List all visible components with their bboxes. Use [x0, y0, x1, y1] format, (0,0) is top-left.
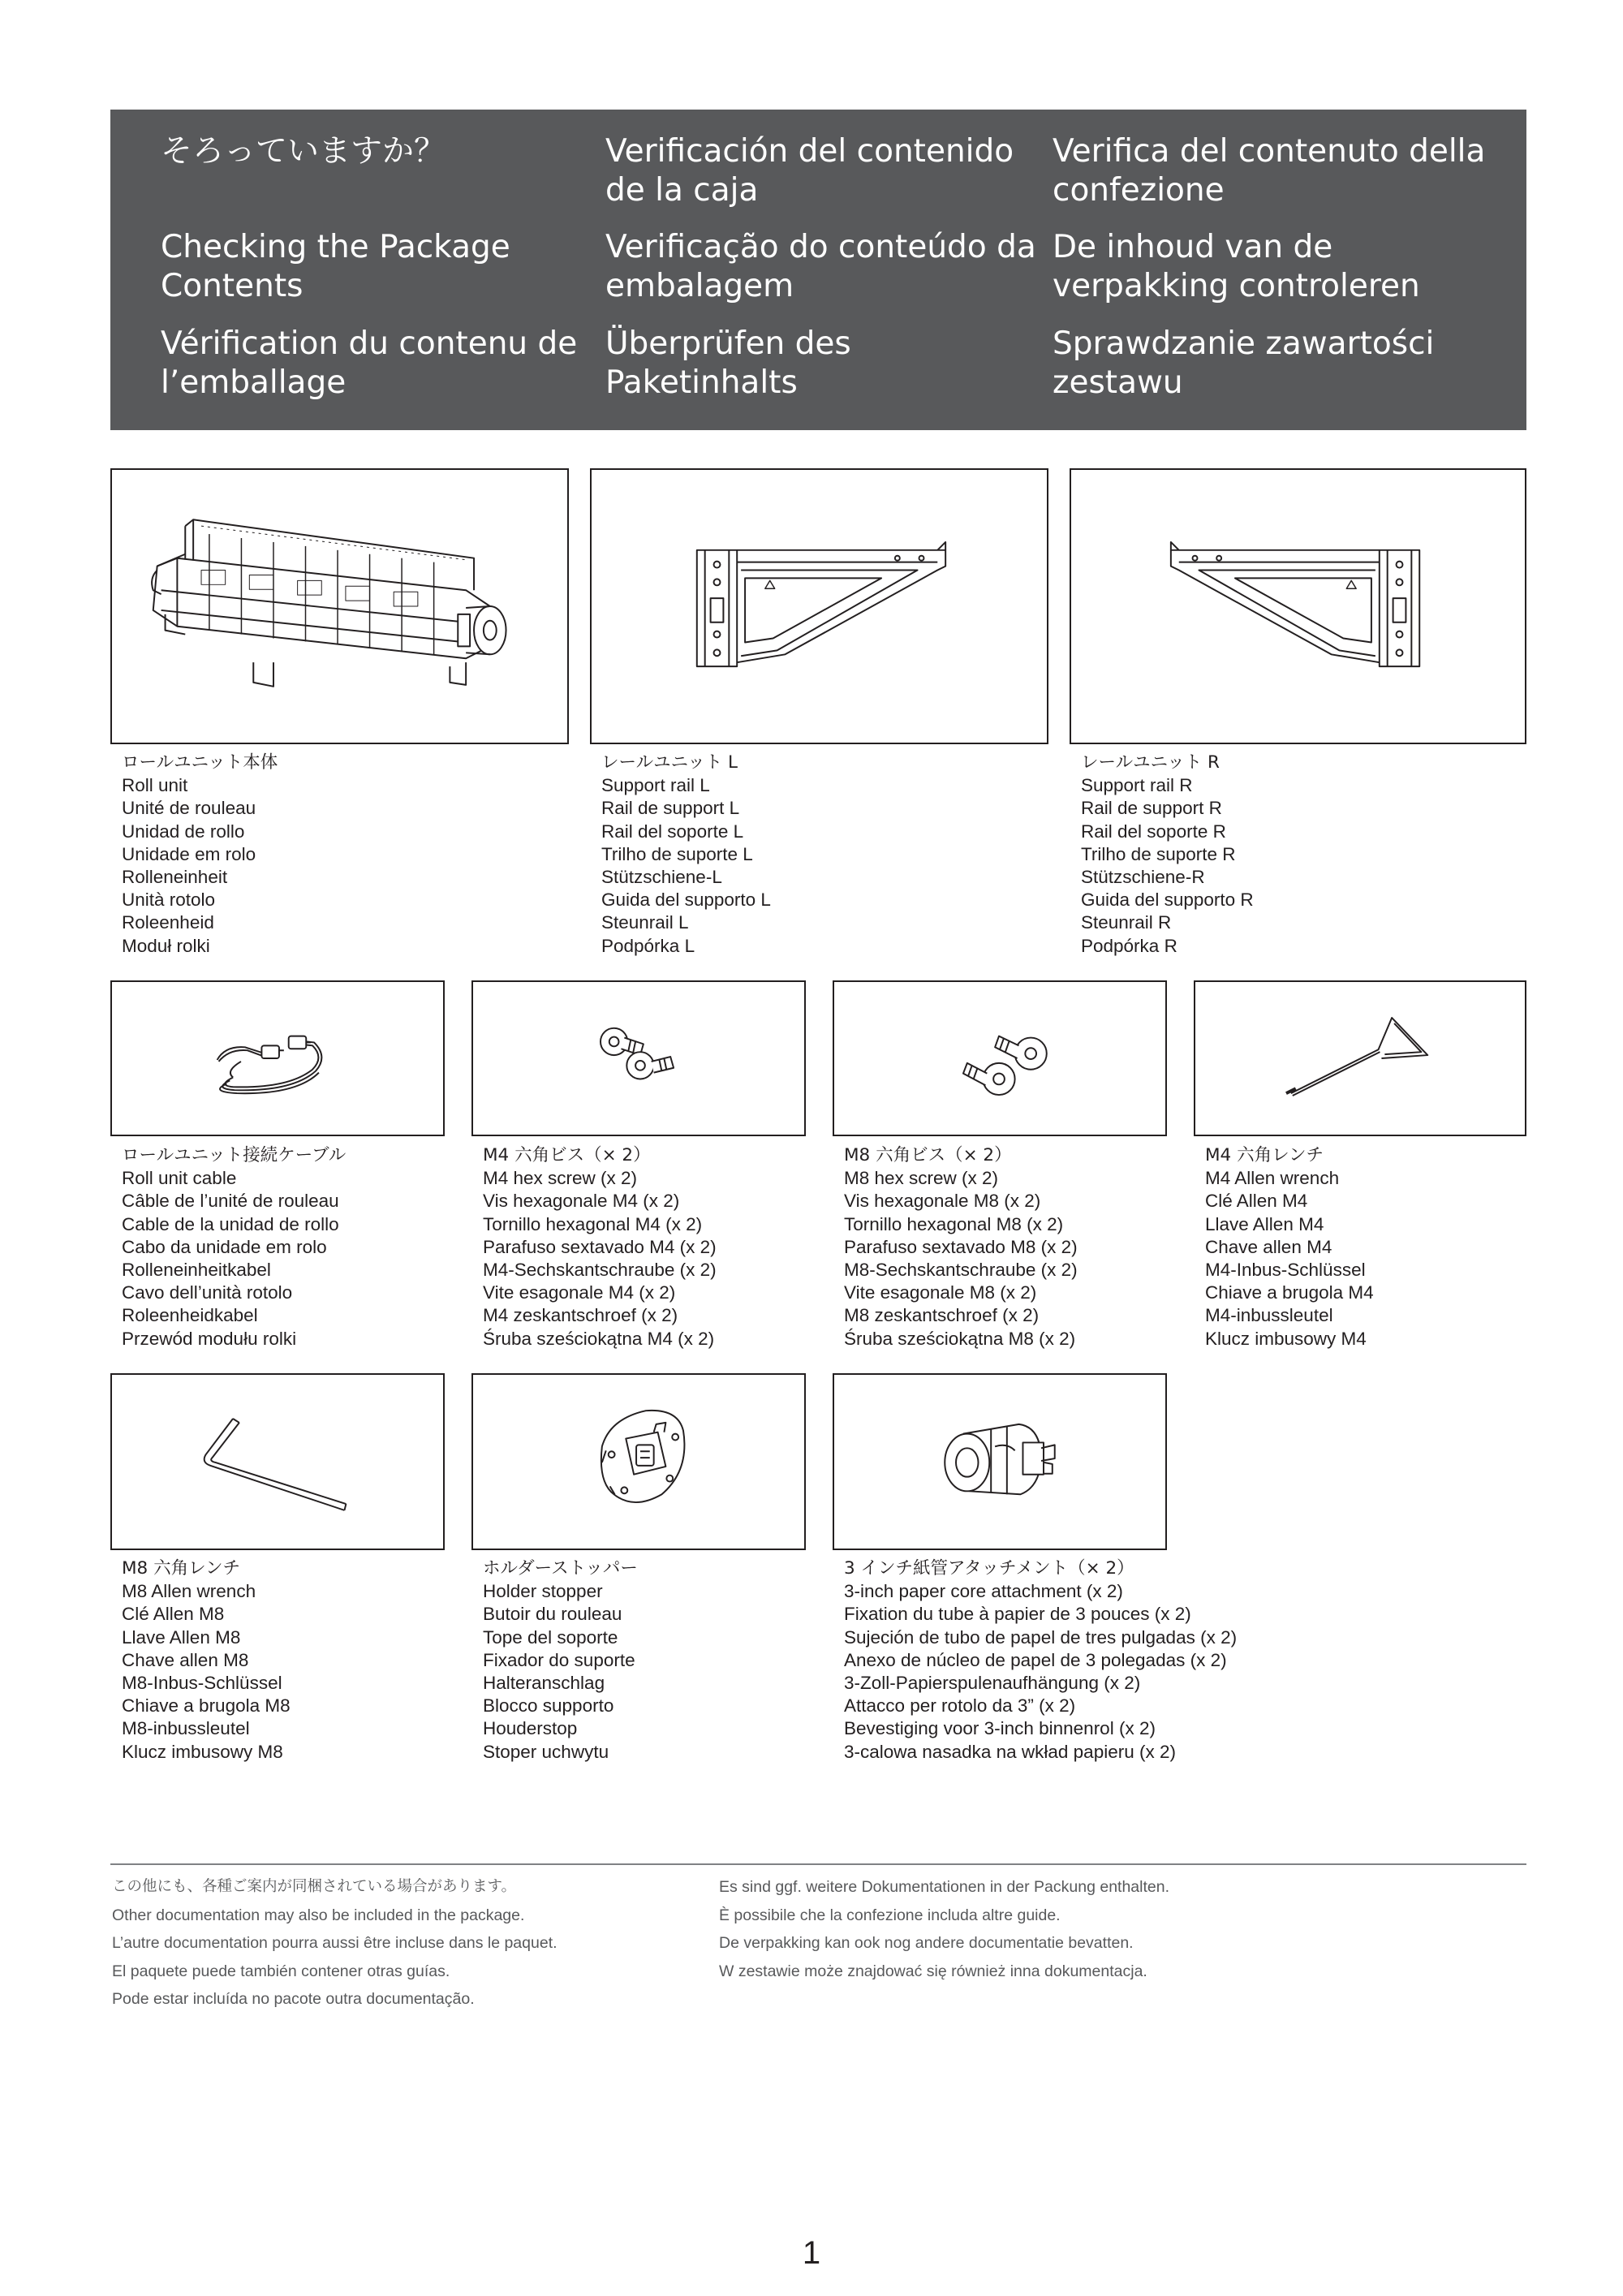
m4-allen-wrench-illustration	[1195, 982, 1525, 1135]
title-en: Checking the Package Contents	[161, 229, 510, 304]
caption-line: 3 インチ紙管アタッチメント（× 2）	[844, 1558, 1134, 1579]
caption-line: Rolleneinheitkabel	[122, 1260, 271, 1281]
roll-unit-caption	[122, 752, 278, 958]
m4-allen-wrench-panel	[1194, 980, 1526, 1136]
caption-line: M8 zeskantschroef (x 2)	[844, 1305, 1040, 1326]
support-rail-r-caption	[1081, 752, 1254, 958]
roll-unit-panel	[110, 468, 569, 744]
caption-line: Fixation du tube à papier de 3 pouces (x 2)	[844, 1604, 1191, 1625]
caption-line: Fixador do suporte	[483, 1649, 635, 1670]
note-line: L’autre documentation pourra aussi être incluse dans le paquet.	[112, 1934, 558, 1952]
caption-line: Unità rotolo	[122, 890, 216, 911]
caption-line: Attacco per rotolo da 3” (x 2)	[844, 1695, 1076, 1717]
caption-line: Śruba sześciokątna M8 (x 2)	[844, 1328, 1076, 1349]
caption-line: Houderstop	[483, 1718, 578, 1739]
caption-line: Podpórka R	[1081, 935, 1177, 956]
notes-right	[719, 1873, 1169, 1985]
caption-line: M8-inbussleutel	[122, 1718, 250, 1739]
caption-line: Chave allen M4	[1205, 1236, 1332, 1257]
notes-left	[112, 1873, 558, 2014]
caption-line: Moduł rolki	[122, 935, 210, 956]
caption-line: Anexo de núcleo de papel de 3 polegadas (x 2)	[844, 1649, 1227, 1670]
caption-line: ロールユニット本体	[122, 752, 278, 773]
caption-line: Blocco supporto	[483, 1695, 614, 1717]
caption-line: 3-inch paper core attachment (x 2)	[844, 1581, 1123, 1602]
caption-line: Guida del supporto L	[601, 890, 771, 911]
caption-line: Trilho de suporte L	[601, 843, 753, 864]
caption-line: Câble de l’unité de rouleau	[122, 1191, 339, 1212]
caption-line: Cable de la unidad de rollo	[122, 1213, 339, 1234]
caption-line: Klucz imbusowy M4	[1205, 1328, 1367, 1349]
caption-line: Unidad de rollo	[122, 821, 245, 842]
m4-hex-screw-illustration	[473, 982, 804, 1135]
title-banner	[110, 110, 1526, 430]
caption-line: M8-Sechskantschraube (x 2)	[844, 1260, 1078, 1281]
title-it: Verifica del contenuto della confezione	[1053, 133, 1486, 209]
caption-line: Rail del soporte L	[601, 821, 744, 842]
caption-line: M8 六角ビス（× 2）	[844, 1145, 1012, 1165]
m8-hex-screw-panel	[833, 980, 1167, 1136]
caption-line: レールユニット L	[601, 752, 738, 773]
caption-line: Chave allen M8	[122, 1649, 249, 1670]
caption-line: M8 六角レンチ	[122, 1558, 241, 1579]
m4-hex-screw-caption	[483, 1144, 717, 1350]
support-rail-l-illustration	[592, 470, 1047, 743]
caption-line: Clé Allen M4	[1205, 1191, 1308, 1212]
support-rail-l-panel	[590, 468, 1048, 744]
note-line: Other documentation may also be included in the package.	[112, 1906, 525, 1924]
caption-line: Vite esagonale M8 (x 2)	[844, 1282, 1037, 1303]
caption-line: Rail de support L	[601, 798, 740, 819]
caption-line: Butoir du rouleau	[483, 1604, 622, 1625]
caption-line: Przewód modułu rolki	[122, 1328, 297, 1349]
caption-line: Unidade em rolo	[122, 843, 256, 864]
caption-line: Roll unit	[122, 775, 188, 796]
title-nl: De inhoud van de verpakking controleren	[1053, 229, 1420, 304]
caption-line: Guida del supporto R	[1081, 890, 1254, 911]
holder-stopper-caption	[483, 1557, 638, 1764]
caption-line: M4 六角ビス（× 2）	[483, 1145, 651, 1165]
note-line: El paquete puede también contener otras guías.	[112, 1962, 450, 1980]
caption-line: Tope del soporte	[483, 1626, 618, 1648]
m8-allen-wrench-panel	[110, 1373, 445, 1550]
title-pl: Sprawdzanie zawartości zestawu	[1053, 325, 1435, 401]
caption-line: M8-Inbus-Schlüssel	[122, 1673, 282, 1694]
caption-line: Klucz imbusowy M8	[122, 1741, 283, 1762]
caption-line: M8 hex screw (x 2)	[844, 1168, 999, 1189]
caption-line: Cavo dell’unità rotolo	[122, 1282, 293, 1303]
caption-line: M4 六角レンチ	[1205, 1145, 1324, 1165]
m8-allen-wrench-caption	[122, 1557, 291, 1764]
m8-hex-screw-illustration	[834, 982, 1165, 1135]
title-pt: Verificação do conteúdo da embalagem	[605, 229, 1036, 304]
caption-line: Stützschiene-L	[601, 867, 722, 888]
caption-line: Bevestiging voor 3-inch binnenrol (x 2)	[844, 1718, 1156, 1739]
caption-line: M4 hex screw (x 2)	[483, 1168, 638, 1189]
caption-line: Rolleneinheit	[122, 867, 228, 888]
caption-line: Steunrail L	[601, 912, 689, 933]
note-line: Es sind ggf. weitere Dokumentationen in der Packung enthalten.	[719, 1878, 1170, 1896]
caption-line: Vis hexagonale M4 (x 2)	[483, 1191, 680, 1212]
m8-allen-wrench-illustration	[112, 1375, 443, 1549]
title-fr: Vérification du contenu de l’emballage	[161, 325, 578, 401]
caption-line: 3-Zoll-Papierspulenaufhängung (x 2)	[844, 1673, 1141, 1694]
support-rail-r-panel	[1070, 468, 1526, 744]
title-ja: そろっていますか？	[161, 133, 446, 170]
caption-line: Chiave a brugola M8	[122, 1695, 291, 1717]
caption-line: Chiave a brugola M4	[1205, 1282, 1374, 1303]
holder-stopper-illustration	[473, 1375, 804, 1549]
note-line: この他にも、各種ご案内が同梱されている場合があります。	[112, 1878, 517, 1895]
paper-core-attachment-panel	[833, 1373, 1167, 1550]
caption-line: Steunrail R	[1081, 912, 1172, 933]
caption-line: Śruba sześciokątna M4 (x 2)	[483, 1328, 715, 1349]
roll-unit-cable-illustration	[112, 982, 443, 1135]
roll-unit-cable-panel	[110, 980, 445, 1136]
caption-line: Stützschiene-R	[1081, 867, 1205, 888]
caption-line: Halteranschlag	[483, 1673, 605, 1694]
caption-line: M8 Allen wrench	[122, 1581, 256, 1602]
divider	[110, 1863, 1526, 1865]
page-number: 1	[802, 2235, 821, 2271]
caption-line: Stoper uchwytu	[483, 1741, 609, 1762]
caption-line: Rail del soporte R	[1081, 821, 1226, 842]
caption-line: Llave Allen M8	[122, 1626, 241, 1648]
paper-core-attachment-illustration	[834, 1375, 1165, 1549]
caption-line: Llave Allen M4	[1205, 1213, 1324, 1234]
caption-line: Holder stopper	[483, 1581, 603, 1602]
title-de: Überprüfen des Paketinhalts	[605, 325, 851, 401]
m4-hex-screw-panel	[471, 980, 806, 1136]
caption-line: Vis hexagonale M8 (x 2)	[844, 1191, 1041, 1212]
roll-unit-cable-caption	[122, 1144, 346, 1350]
caption-line: Parafuso sextavado M4 (x 2)	[483, 1236, 717, 1257]
note-line: È possibile che la confezione includa altre guide.	[719, 1906, 1061, 1924]
paper-core-attachment-caption	[844, 1557, 1237, 1764]
note-line: Pode estar incluída no pacote outra documentação.	[112, 1990, 475, 2008]
caption-line: Parafuso sextavado M8 (x 2)	[844, 1236, 1078, 1257]
note-line: W zestawie może znajdować się również inna dokumentacja.	[719, 1962, 1147, 1980]
caption-line: M4-Sechskantschraube (x 2)	[483, 1260, 717, 1281]
support-rail-r-illustration	[1071, 470, 1525, 743]
holder-stopper-panel	[471, 1373, 806, 1550]
caption-line: Cabo da unidade em rolo	[122, 1236, 327, 1257]
caption-line: Unité de rouleau	[122, 798, 256, 819]
caption-line: Sujeción de tubo de papel de tres pulgadas (x 2)	[844, 1626, 1238, 1648]
caption-line: Support rail L	[601, 775, 710, 796]
caption-line: 3-calowa nasadka na wkład papieru (x 2)	[844, 1741, 1176, 1762]
m8-hex-screw-caption	[844, 1144, 1078, 1350]
caption-line: Rail de support R	[1081, 798, 1222, 819]
caption-line: Roll unit cable	[122, 1168, 237, 1189]
caption-line: M4-Inbus-Schlüssel	[1205, 1260, 1366, 1281]
m4-allen-wrench-caption	[1205, 1144, 1374, 1350]
caption-line: M4 Allen wrench	[1205, 1168, 1340, 1189]
note-line: De verpakking kan ook nog andere documentatie bevatten.	[719, 1934, 1134, 1952]
roll-unit-illustration	[112, 470, 567, 743]
caption-line: Roleenheidkabel	[122, 1305, 258, 1326]
caption-line: M4-inbussleutel	[1205, 1305, 1333, 1326]
caption-line: Clé Allen M8	[122, 1604, 225, 1625]
caption-line: Support rail R	[1081, 775, 1193, 796]
caption-line: Tornillo hexagonal M8 (x 2)	[844, 1213, 1064, 1234]
caption-line: ホルダーストッパー	[483, 1558, 638, 1579]
caption-line: Podpórka L	[601, 935, 695, 956]
caption-line: M4 zeskantschroef (x 2)	[483, 1305, 678, 1326]
caption-line: Roleenheid	[122, 912, 214, 933]
caption-line: ロールユニット接続ケーブル	[122, 1145, 347, 1165]
caption-line: Trilho de suporte R	[1081, 843, 1236, 864]
caption-line: レールユニット R	[1081, 752, 1220, 773]
caption-line: Vite esagonale M4 (x 2)	[483, 1282, 676, 1303]
caption-line: Tornillo hexagonal M4 (x 2)	[483, 1213, 703, 1234]
title-es: Verificación del contenido de la caja	[605, 133, 1014, 209]
support-rail-l-caption	[601, 752, 771, 958]
